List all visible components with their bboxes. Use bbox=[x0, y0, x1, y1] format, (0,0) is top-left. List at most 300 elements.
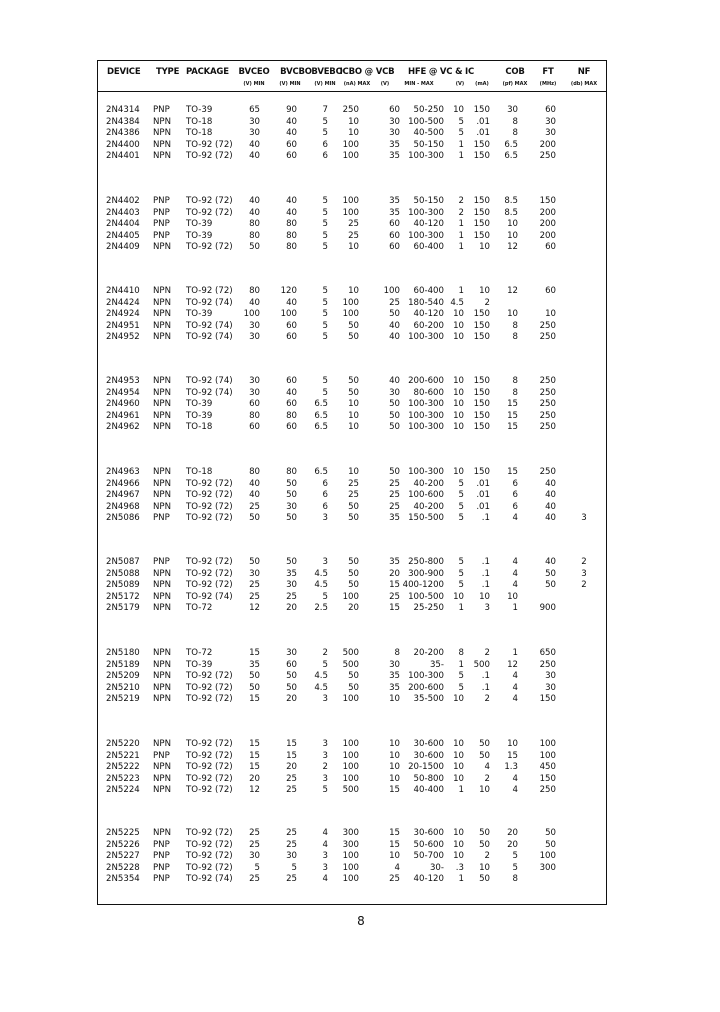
cell-ic: .01 bbox=[476, 490, 490, 501]
cell-ic: 150 bbox=[473, 410, 490, 421]
cell-cob: 4 bbox=[512, 513, 518, 524]
cell-cob: 8 bbox=[512, 387, 518, 398]
cell-device: 2N5210 bbox=[106, 682, 140, 693]
cell-bvebo: 6 bbox=[322, 151, 328, 162]
cell-vcb: 30 bbox=[389, 659, 400, 670]
table-row bbox=[0, 556, 720, 568]
col-header-bvcbo: BVCBO bbox=[280, 67, 312, 77]
cell-hfe: 60-400 bbox=[413, 242, 444, 253]
cell-bvebo: 5 bbox=[322, 659, 328, 670]
table-row bbox=[0, 839, 720, 851]
cell-bvebo: 5 bbox=[322, 376, 328, 386]
cell-ft: 100 bbox=[539, 750, 556, 761]
cell-bvceo: 50 bbox=[249, 242, 260, 253]
table-row bbox=[0, 297, 720, 309]
cell-type: NPN bbox=[153, 286, 172, 296]
cell-icbo: 100 bbox=[342, 207, 359, 218]
cell-package: TO-92 (74) bbox=[186, 376, 233, 386]
table-row bbox=[0, 387, 720, 399]
cell-package: TO-92 (72) bbox=[186, 207, 233, 218]
cell-icbo: 10 bbox=[348, 410, 359, 421]
cell-vcb: 15 bbox=[389, 839, 400, 850]
cell-device: 2N5221 bbox=[106, 750, 140, 761]
cell-bvceo: 30 bbox=[249, 851, 260, 862]
cell-ft: 150 bbox=[539, 694, 556, 705]
cell-bvcbo: 50 bbox=[286, 478, 297, 489]
cell-hfe: 100-600 bbox=[408, 490, 444, 501]
cell-hfe: 40-120 bbox=[413, 219, 444, 230]
cell-ic: 3 bbox=[484, 603, 490, 614]
cell-bvceo: 30 bbox=[249, 320, 260, 331]
cell-bvceo: 50 bbox=[249, 682, 260, 693]
cell-vcb: 30 bbox=[389, 387, 400, 398]
cell-package: TO-92 (72) bbox=[186, 196, 233, 206]
col-header-device: DEVICE bbox=[107, 67, 141, 77]
cell-device: 2N4967 bbox=[106, 490, 140, 501]
cell-device: 2N4924 bbox=[106, 309, 140, 320]
cell-bvcbo: 60 bbox=[286, 422, 297, 433]
cell-bvebo: 5 bbox=[322, 332, 328, 343]
cell-device: 2N4404 bbox=[106, 219, 140, 230]
cell-type: NPN bbox=[153, 410, 172, 421]
cell-bvcbo: 30 bbox=[286, 851, 297, 862]
col-header-bvceo: BVCEO bbox=[238, 67, 270, 77]
cell-type: NPN bbox=[153, 116, 172, 127]
cell-device: 2N4314 bbox=[106, 105, 140, 115]
table-row bbox=[0, 693, 720, 705]
cell-device: 2N5209 bbox=[106, 671, 140, 682]
cell-package: TO-92 (72) bbox=[186, 862, 233, 873]
cell-hfe: 25-250 bbox=[413, 603, 444, 614]
cell-bvcbo: 80 bbox=[286, 467, 297, 477]
cell-icbo: 300 bbox=[342, 839, 359, 850]
cell-hfe: 80-600 bbox=[413, 387, 444, 398]
cell-hfe: 100-300 bbox=[408, 671, 444, 682]
cell-cob: 4 bbox=[512, 580, 518, 591]
cell-package: TO-92 (74) bbox=[186, 591, 233, 602]
cell-icbo: 50 bbox=[348, 376, 359, 386]
cell-bvceo: 20 bbox=[249, 773, 260, 784]
cell-package: TO-92 (72) bbox=[186, 851, 233, 862]
cell-icbo: 100 bbox=[342, 309, 359, 320]
cell-vcb: 50 bbox=[389, 467, 400, 477]
cell-cob: 4 bbox=[512, 773, 518, 784]
table-row bbox=[0, 568, 720, 580]
cell-bvcbo: 80 bbox=[286, 219, 297, 230]
cell-type: NPN bbox=[153, 568, 172, 579]
cell-hfe: 30-600 bbox=[413, 828, 444, 838]
cell-cob: 1 bbox=[512, 603, 518, 614]
cell-bvcbo: 60 bbox=[286, 376, 297, 386]
cell-device: 2N4410 bbox=[106, 286, 140, 296]
cell-ft: 30 bbox=[545, 128, 556, 139]
cell-device: 2N4954 bbox=[106, 387, 140, 398]
cell-bvcbo: 25 bbox=[286, 828, 297, 838]
cell-ic: 10 bbox=[479, 591, 490, 602]
cell-vcb: 10 bbox=[389, 773, 400, 784]
cell-bvceo: 80 bbox=[249, 230, 260, 241]
cell-vc: 1 bbox=[458, 139, 464, 150]
cell-bvceo: 40 bbox=[249, 478, 260, 489]
cell-vcb: 15 bbox=[389, 580, 400, 591]
cell-type: NPN bbox=[153, 151, 172, 162]
cell-bvebo: 4.5 bbox=[314, 682, 328, 693]
cell-vc: 10 bbox=[453, 105, 464, 115]
cell-icbo: 10 bbox=[348, 467, 359, 477]
cell-vcb: 10 bbox=[389, 739, 400, 749]
cell-icbo: 100 bbox=[342, 750, 359, 761]
cell-icbo: 50 bbox=[348, 332, 359, 343]
table-row bbox=[0, 647, 720, 659]
cell-bvceo: 12 bbox=[249, 785, 260, 796]
cell-type: PNP bbox=[153, 219, 170, 230]
cell-bvceo: 50 bbox=[249, 557, 260, 567]
cell-bvceo: 40 bbox=[249, 139, 260, 150]
cell-bvceo: 60 bbox=[249, 399, 260, 410]
cell-device: 2N4962 bbox=[106, 422, 140, 433]
cell-type: PNP bbox=[153, 839, 170, 850]
cell-vc: 10 bbox=[453, 739, 464, 749]
cell-icbo: 500 bbox=[342, 659, 359, 670]
table-row bbox=[0, 195, 720, 207]
cell-hfe: 50-250 bbox=[413, 105, 444, 115]
table-row bbox=[0, 750, 720, 762]
cell-type: NPN bbox=[153, 501, 172, 512]
unit-label-ft: (MHz) bbox=[539, 81, 557, 87]
cell-ic: .1 bbox=[481, 568, 490, 579]
cell-vc: 10 bbox=[453, 422, 464, 433]
cell-hfe: 100-300 bbox=[408, 151, 444, 162]
cell-ic: 50 bbox=[479, 874, 490, 885]
cell-icbo: 25 bbox=[348, 478, 359, 489]
cell-type: NPN bbox=[153, 478, 172, 489]
cell-type: NPN bbox=[153, 659, 172, 670]
cell-cob: 4 bbox=[512, 671, 518, 682]
cell-bvebo: 5 bbox=[322, 309, 328, 320]
cell-vc: 10 bbox=[453, 839, 464, 850]
cell-cob: 10 bbox=[507, 230, 518, 241]
table-row bbox=[0, 207, 720, 219]
cell-type: NPN bbox=[153, 762, 172, 773]
cell-vcb: 25 bbox=[389, 591, 400, 602]
cell-icbo: 10 bbox=[348, 286, 359, 296]
cell-ic: 10 bbox=[479, 785, 490, 796]
cell-package: TO-92 (72) bbox=[186, 671, 233, 682]
cell-vcb: 15 bbox=[389, 785, 400, 796]
table-row bbox=[0, 320, 720, 332]
unit-label-bvebo: (V) MIN bbox=[314, 81, 336, 87]
cell-vc: 10 bbox=[453, 320, 464, 331]
cell-bvebo: 5 bbox=[322, 242, 328, 253]
cell-hfe: 100-300 bbox=[408, 207, 444, 218]
cell-package: TO-92 (74) bbox=[186, 387, 233, 398]
cell-vc: 5 bbox=[458, 568, 464, 579]
cell-vcb: 25 bbox=[389, 874, 400, 885]
cell-type: NPN bbox=[153, 332, 172, 343]
cell-bvebo: 5 bbox=[322, 320, 328, 331]
cell-vc: 10 bbox=[453, 467, 464, 477]
table-row bbox=[0, 602, 720, 614]
cell-hfe: 200-600 bbox=[408, 682, 444, 693]
cell-vcb: 35 bbox=[389, 207, 400, 218]
cell-cob: 10 bbox=[507, 739, 518, 749]
cell-ft: 40 bbox=[545, 557, 556, 567]
cell-vcb: 60 bbox=[389, 230, 400, 241]
cell-vcb: 35 bbox=[389, 682, 400, 693]
cell-device: 2N4961 bbox=[106, 410, 140, 421]
cell-package: TO-92 (72) bbox=[186, 839, 233, 850]
cell-ft: 250 bbox=[539, 387, 556, 398]
cell-bvceo: 15 bbox=[249, 739, 260, 749]
cell-device: 2N4409 bbox=[106, 242, 140, 253]
cell-ic: 150 bbox=[473, 309, 490, 320]
cell-type: NPN bbox=[153, 309, 172, 320]
cell-package: TO-92 (74) bbox=[186, 874, 233, 885]
cell-ic: .1 bbox=[481, 557, 490, 567]
cell-bvcbo: 30 bbox=[286, 648, 297, 658]
cell-bvceo: 80 bbox=[249, 219, 260, 230]
cell-vcb: 35 bbox=[389, 196, 400, 206]
cell-bvebo: 5 bbox=[322, 128, 328, 139]
cell-ic: 150 bbox=[473, 387, 490, 398]
cell-cob: 1 bbox=[512, 648, 518, 658]
cell-vcb: 40 bbox=[389, 320, 400, 331]
cell-ic: 150 bbox=[473, 230, 490, 241]
cell-package: TO-92 (74) bbox=[186, 297, 233, 308]
table-row bbox=[0, 850, 720, 862]
cell-bvcbo: 40 bbox=[286, 387, 297, 398]
unit-label-ic: (mA) bbox=[475, 81, 489, 87]
cell-ic: 10 bbox=[479, 242, 490, 253]
cell-bvceo: 12 bbox=[249, 603, 260, 614]
cell-hfe: 40-400 bbox=[413, 785, 444, 796]
cell-bvebo: 6 bbox=[322, 139, 328, 150]
cell-ic: 10 bbox=[479, 862, 490, 873]
cell-icbo: 100 bbox=[342, 862, 359, 873]
cell-vc: 1 bbox=[458, 230, 464, 241]
cell-hfe: 40-120 bbox=[413, 309, 444, 320]
cell-ic: 150 bbox=[473, 467, 490, 477]
cell-bvceo: 40 bbox=[249, 196, 260, 206]
table-row bbox=[0, 116, 720, 128]
cell-icbo: 100 bbox=[342, 773, 359, 784]
cell-bvceo: 100 bbox=[243, 309, 260, 320]
cell-vc: 1 bbox=[458, 785, 464, 796]
cell-vcb: 35 bbox=[389, 513, 400, 524]
cell-bvebo: 6.5 bbox=[314, 422, 328, 433]
cell-bvceo: 15 bbox=[249, 750, 260, 761]
cell-bvebo: 6 bbox=[322, 478, 328, 489]
table-row bbox=[0, 331, 720, 343]
cell-type: NPN bbox=[153, 387, 172, 398]
cell-package: TO-92 (72) bbox=[186, 682, 233, 693]
cell-ft: 30 bbox=[545, 116, 556, 127]
cell-vcb: 50 bbox=[389, 410, 400, 421]
cell-ft: 10 bbox=[545, 309, 556, 320]
cell-ft: 40 bbox=[545, 501, 556, 512]
cell-vc: 10 bbox=[453, 387, 464, 398]
cell-vc: 1 bbox=[458, 242, 464, 253]
cell-vc: 10 bbox=[453, 828, 464, 838]
cell-vc: 10 bbox=[453, 309, 464, 320]
cell-bvcbo: 25 bbox=[286, 785, 297, 796]
cell-hfe: 35- bbox=[429, 659, 444, 670]
unit-label-nf: (db) MAX bbox=[570, 81, 598, 87]
cell-type: NPN bbox=[153, 320, 172, 331]
cell-cob: 5 bbox=[512, 851, 518, 862]
cell-type: NPN bbox=[153, 591, 172, 602]
cell-icbo: 25 bbox=[348, 230, 359, 241]
cell-bvceo: 30 bbox=[249, 116, 260, 127]
unit-label-cob: (pf) MAX bbox=[502, 81, 528, 87]
cell-ft: 300 bbox=[539, 862, 556, 873]
cell-vc: 5 bbox=[458, 490, 464, 501]
cell-bvebo: 6 bbox=[322, 501, 328, 512]
cell-device: 2N4403 bbox=[106, 207, 140, 218]
cell-hfe: 100-300 bbox=[408, 230, 444, 241]
cell-vc: 10 bbox=[453, 591, 464, 602]
cell-bvebo: 5 bbox=[322, 207, 328, 218]
cell-vcb: 100 bbox=[383, 286, 400, 296]
cell-device: 2N4960 bbox=[106, 399, 140, 410]
cell-vc: 5 bbox=[458, 128, 464, 139]
cell-ft: 60 bbox=[545, 242, 556, 253]
cell-type: PNP bbox=[153, 196, 170, 206]
cell-vc: 5 bbox=[458, 682, 464, 693]
cell-package: TO-18 bbox=[186, 128, 213, 139]
cell-cob: 4 bbox=[512, 568, 518, 579]
cell-type: PNP bbox=[153, 862, 170, 873]
cell-icbo: 10 bbox=[348, 399, 359, 410]
cell-bvcbo: 100 bbox=[280, 309, 297, 320]
cell-icbo: 100 bbox=[342, 591, 359, 602]
cell-type: PNP bbox=[153, 874, 170, 885]
cell-bvcbo: 15 bbox=[286, 739, 297, 749]
cell-vcb: 15 bbox=[389, 603, 400, 614]
cell-icbo: 100 bbox=[342, 739, 359, 749]
cell-vc: 10 bbox=[453, 773, 464, 784]
cell-device: 2N5089 bbox=[106, 580, 140, 591]
table-row bbox=[0, 421, 720, 433]
cell-type: PNP bbox=[153, 207, 170, 218]
cell-vcb: 30 bbox=[389, 128, 400, 139]
cell-hfe: 100-500 bbox=[408, 591, 444, 602]
cell-device: 2N5088 bbox=[106, 568, 140, 579]
cell-vcb: 40 bbox=[389, 332, 400, 343]
cell-device: 2N5219 bbox=[106, 694, 140, 705]
cell-hfe: 50-600 bbox=[413, 839, 444, 850]
cell-bvcbo: 20 bbox=[286, 694, 297, 705]
cell-hfe: 50-800 bbox=[413, 773, 444, 784]
cell-bvceo: 25 bbox=[249, 580, 260, 591]
cell-bvcbo: 35 bbox=[286, 568, 297, 579]
cell-icbo: 50 bbox=[348, 501, 359, 512]
cell-bvceo: 30 bbox=[249, 568, 260, 579]
col-header-package: PACKAGE bbox=[186, 67, 229, 77]
cell-bvceo: 25 bbox=[249, 874, 260, 885]
cell-package: TO-18 bbox=[186, 467, 213, 477]
cell-bvceo: 80 bbox=[249, 467, 260, 477]
cell-ic: 50 bbox=[479, 739, 490, 749]
cell-package: TO-39 bbox=[186, 399, 213, 410]
cell-cob: 6.5 bbox=[504, 151, 518, 162]
cell-bvceo: 25 bbox=[249, 839, 260, 850]
cell-ft: 150 bbox=[539, 196, 556, 206]
cell-cob: 1.3 bbox=[504, 762, 518, 773]
table-row bbox=[0, 218, 720, 230]
cell-hfe: 100-300 bbox=[408, 332, 444, 343]
col-header-icbo: ICBO @ VCB bbox=[339, 67, 395, 77]
cell-hfe: 100-500 bbox=[408, 116, 444, 127]
cell-hfe: 50-150 bbox=[413, 196, 444, 206]
cell-ic: .01 bbox=[476, 478, 490, 489]
cell-bvcbo: 80 bbox=[286, 242, 297, 253]
cell-vcb: 8 bbox=[394, 648, 400, 658]
cell-bvebo: 7 bbox=[322, 105, 328, 115]
cell-icbo: 50 bbox=[348, 568, 359, 579]
cell-bvebo: 6.5 bbox=[314, 410, 328, 421]
cell-hfe: 60-400 bbox=[413, 286, 444, 296]
cell-type: NPN bbox=[153, 694, 172, 705]
cell-vcb: 25 bbox=[389, 478, 400, 489]
table-row bbox=[0, 375, 720, 387]
cell-vcb: 60 bbox=[389, 219, 400, 230]
cell-ic: 150 bbox=[473, 332, 490, 343]
cell-vcb: 35 bbox=[389, 557, 400, 567]
cell-hfe: 150-500 bbox=[408, 513, 444, 524]
cell-device: 2N5222 bbox=[106, 762, 140, 773]
cell-type: PNP bbox=[153, 513, 170, 524]
page-number: 8 bbox=[357, 914, 365, 928]
cell-ft: 50 bbox=[545, 568, 556, 579]
cell-package: TO-39 bbox=[186, 105, 213, 115]
cell-vcb: 25 bbox=[389, 297, 400, 308]
cell-bvceo: 30 bbox=[249, 376, 260, 386]
cell-icbo: 50 bbox=[348, 320, 359, 331]
cell-icbo: 50 bbox=[348, 671, 359, 682]
cell-type: PNP bbox=[153, 557, 170, 567]
cell-bvcbo: 80 bbox=[286, 410, 297, 421]
cell-vc: 10 bbox=[453, 410, 464, 421]
cell-ft: 60 bbox=[545, 105, 556, 115]
cell-ic: 50 bbox=[479, 839, 490, 850]
cell-cob: 6 bbox=[512, 490, 518, 501]
cell-ft: 900 bbox=[539, 603, 556, 614]
cell-bvebo: 5 bbox=[322, 297, 328, 308]
cell-bvebo: 6.5 bbox=[314, 399, 328, 410]
cell-vc: 2 bbox=[458, 207, 464, 218]
cell-bvcbo: 40 bbox=[286, 128, 297, 139]
cell-bvebo: 3 bbox=[322, 557, 328, 567]
cell-bvceo: 40 bbox=[249, 297, 260, 308]
cell-package: TO-39 bbox=[186, 309, 213, 320]
unit-label-hfe: MIN - MAX bbox=[404, 81, 434, 87]
cell-bvcbo: 25 bbox=[286, 874, 297, 885]
cell-package: TO-92 (72) bbox=[186, 750, 233, 761]
cell-ft: 30 bbox=[545, 671, 556, 682]
cell-cob: 8 bbox=[512, 332, 518, 343]
cell-ft: 50 bbox=[545, 580, 556, 591]
cell-icbo: 10 bbox=[348, 242, 359, 253]
cell-package: TO-92 (72) bbox=[186, 513, 233, 524]
cell-bvebo: 4.5 bbox=[314, 580, 328, 591]
table-row bbox=[0, 127, 720, 139]
table-row bbox=[0, 738, 720, 750]
cell-ic: 150 bbox=[473, 139, 490, 150]
cell-cob: 30 bbox=[507, 105, 518, 115]
cell-package: TO-92 (72) bbox=[186, 828, 233, 838]
cell-vc: 4.5 bbox=[450, 297, 464, 308]
